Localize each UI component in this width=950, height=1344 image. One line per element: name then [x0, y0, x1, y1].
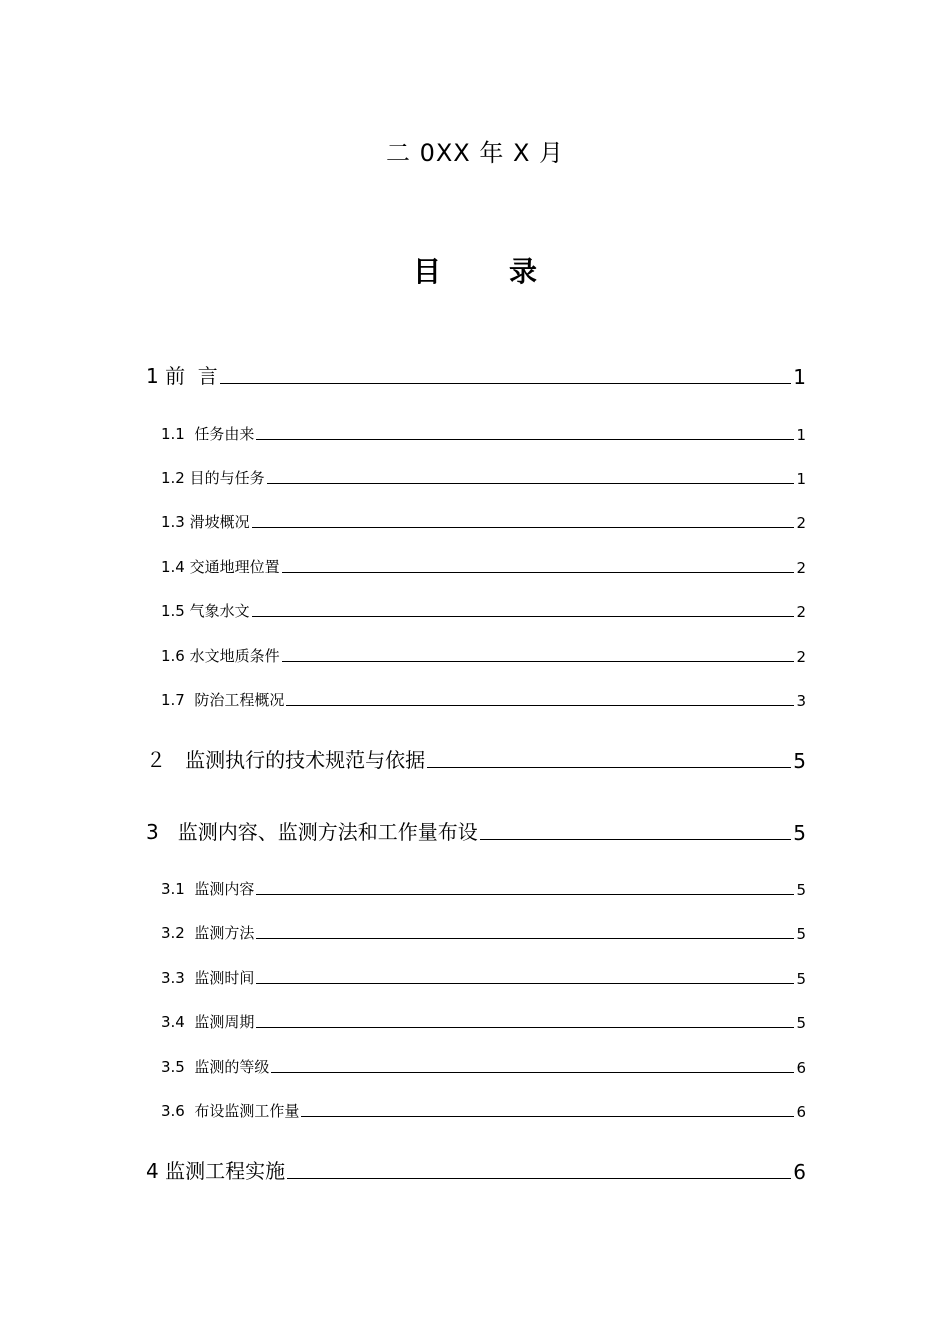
toc-entry-page: 5	[796, 970, 806, 988]
toc-entry-page: 6	[796, 1059, 806, 1077]
toc-entry-page: 6	[796, 1103, 806, 1121]
toc-entry-3[interactable]	[146, 816, 806, 845]
toc-entry-page: 1	[793, 365, 806, 389]
toc-entry-label: 1.4 交通地理位置	[161, 558, 280, 576]
toc-entry-label: 1.5 气象水文	[161, 602, 250, 620]
toc-leader	[267, 483, 795, 484]
toc-entry-3-3[interactable]	[161, 967, 806, 988]
toc-entry-page: 6	[793, 1160, 806, 1184]
toc-title-char-2: 录	[509, 255, 538, 288]
toc-entry-3-6[interactable]	[161, 1100, 806, 1121]
toc-entry-label: 3.6 布设监测工作量	[161, 1102, 300, 1120]
toc-entry-page: 2	[796, 648, 806, 666]
toc-leader	[252, 527, 795, 528]
toc-leader	[282, 661, 795, 662]
toc-entry-page: 1	[796, 470, 806, 488]
toc-title-char-1: 目	[412, 255, 441, 288]
toc-entry-label: ２ 监测执行的技术规范与依据	[146, 748, 426, 772]
toc-leader	[256, 938, 794, 939]
toc-entry-page: 5	[796, 925, 806, 943]
toc-entry-label: 3.4 监测周期	[161, 1013, 255, 1031]
toc-leader	[287, 1178, 791, 1179]
toc-entry-page: 5	[793, 821, 806, 845]
toc-entry-page: 2	[796, 603, 806, 621]
toc-entry-label: 1 前 言	[146, 364, 218, 388]
toc-entry-1-7[interactable]	[161, 689, 806, 710]
toc-leader	[256, 1027, 794, 1028]
toc-entry-1-4[interactable]	[161, 556, 806, 577]
toc-entry-1[interactable]	[146, 360, 806, 389]
toc-entry-3-5[interactable]	[161, 1056, 806, 1077]
toc-entry-label: 1.3 滑坡概况	[161, 513, 250, 531]
toc-entry-page: 1	[796, 426, 806, 444]
toc-entry-3-2[interactable]	[161, 922, 806, 943]
toc-entry-1-6[interactable]	[161, 645, 806, 666]
toc-leader	[480, 839, 791, 840]
toc-entry-label: 1.1 任务由来	[161, 425, 255, 443]
toc-entry-label: 1.6 水文地质条件	[161, 647, 280, 665]
toc-leader	[256, 439, 794, 440]
toc-entry-page: 2	[796, 514, 806, 532]
toc-leader	[286, 705, 794, 706]
toc-entry-page: 5	[796, 881, 806, 899]
toc-entry-label: 3.1 监测内容	[161, 880, 255, 898]
toc-entry-1-3[interactable]	[161, 511, 806, 532]
toc-leader	[282, 572, 795, 573]
toc-entry-2[interactable]	[146, 744, 806, 773]
toc-entry-1-5[interactable]	[161, 600, 806, 621]
toc-leader	[252, 616, 795, 617]
toc-leader	[220, 383, 791, 384]
toc-leader	[301, 1116, 794, 1117]
date-line: 二 0XX 年 X 月	[385, 139, 565, 167]
toc-entry-page: 3	[796, 692, 806, 710]
toc-entry-label: 4 监测工程实施	[146, 1159, 286, 1183]
toc-entry-page: 5	[793, 749, 806, 773]
toc-leader	[427, 767, 791, 768]
toc-entry-1-1[interactable]	[161, 423, 806, 444]
toc-leader	[256, 983, 794, 984]
toc-entry-page: 2	[796, 559, 806, 577]
toc-leader	[271, 1072, 794, 1073]
toc-entry-label: 3.5 监测的等级	[161, 1058, 270, 1076]
toc-entry-label: 3.2 监测方法	[161, 924, 255, 942]
toc-entry-3-1[interactable]	[161, 878, 806, 899]
toc-leader	[256, 894, 794, 895]
toc-entry-page: 5	[796, 1014, 806, 1032]
toc-entry-label: 1.2 目的与任务	[161, 469, 265, 487]
toc-entry-label: 1.7 防治工程概况	[161, 691, 285, 709]
toc-entry-1-2[interactable]	[161, 467, 806, 488]
toc-entry-4[interactable]	[146, 1155, 806, 1184]
toc-entry-label: 3 监测内容、监测方法和工作量布设	[146, 820, 478, 844]
toc-entry-3-4[interactable]	[161, 1011, 806, 1032]
toc-entry-label: 3.3 监测时间	[161, 969, 255, 987]
